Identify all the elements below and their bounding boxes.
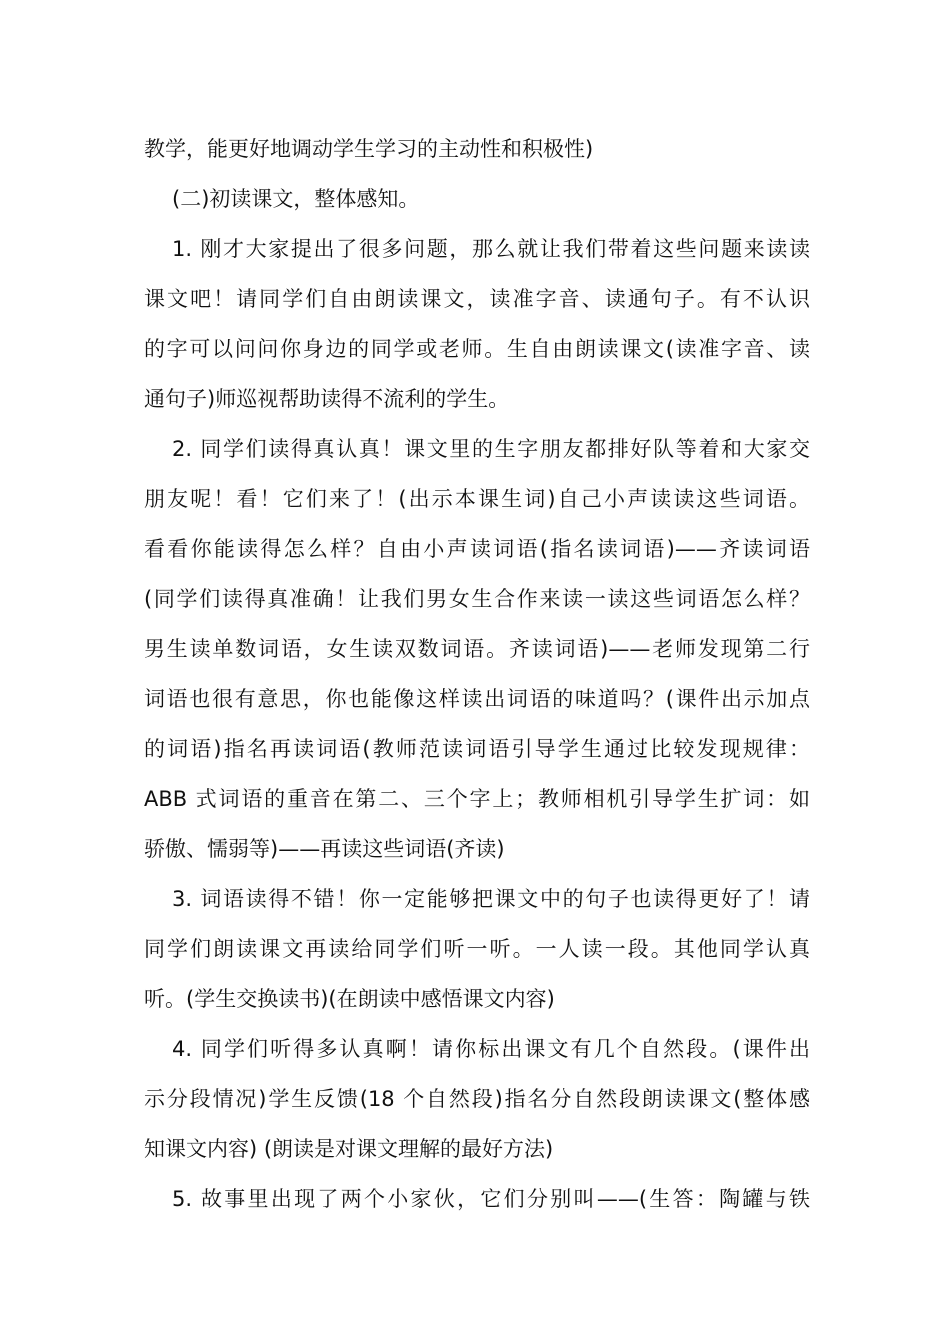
text-line-16: 3. 词语读得不错！你一定能够把课文中的句子也读得更好了！请 bbox=[172, 887, 810, 911]
text-line-21: 知课文内容) (朗读是对课文理解的最好方法) bbox=[144, 1137, 554, 1161]
text-line-7: 2. 同学们读得真认真！课文里的生字朋友都排好队等着和大家交 bbox=[172, 437, 810, 461]
text-line-8: 朋友呢！看！它们来了！(出示本课生词)自己小声读读这些词语。 bbox=[144, 487, 810, 511]
text-line-9: 看看你能读得怎么样？自由小声读词语(指名读词语)——齐读词语 bbox=[144, 537, 810, 561]
text-line-11: 男生读单数词语，女生读双数词语。齐读词语)——老师发现第二行 bbox=[144, 637, 810, 661]
section-heading: (二)初读课文，整体感知。 bbox=[172, 187, 420, 211]
text-line-12: 词语也很有意思，你也能像这样读出词语的味道吗？(课件出示加点 bbox=[144, 687, 810, 711]
text-line-10: (同学们读得真准确！让我们男女生合作来读一读这些词语怎么样？ bbox=[144, 587, 810, 611]
text-line-1: 教学，能更好地调动学生学习的主动性和积极性) bbox=[144, 137, 594, 161]
text-line-4: 课文吧！请同学们自由朗读课文，读准字音、读通句子。有不认识 bbox=[144, 287, 810, 311]
text-line-6: 通句子)师巡视帮助读得不流利的学生。 bbox=[144, 387, 510, 411]
text-line-20: 示分段情况)学生反馈(18 个自然段)指名分自然段朗读课文(整体感 bbox=[144, 1087, 810, 1111]
text-line-15: 骄傲、懦弱等)——再读这些词语(齐读) bbox=[144, 837, 505, 861]
document-body bbox=[144, 124, 810, 1224]
text-line-14: ABB 式词语的重音在第二、三个字上；教师相机引导学生扩词：如 bbox=[144, 787, 810, 811]
text-line-22: 5. 故事里出现了两个小家伙，它们分别叫——(生答：陶罐与铁 bbox=[172, 1187, 810, 1211]
text-line-13: 的词语)指名再读词语(教师范读词语引导学生通过比较发现规律： bbox=[144, 737, 810, 761]
text-line-18: 听。(学生交换读书)(在朗读中感悟课文内容) bbox=[144, 987, 555, 1011]
text-line-5: 的字可以问问你身边的同学或老师。生自由朗读课文(读准字音、读 bbox=[144, 337, 810, 361]
text-line-19: 4. 同学们听得多认真啊！请你标出课文有几个自然段。(课件出 bbox=[172, 1037, 810, 1061]
text-line-3: 1. 刚才大家提出了很多问题，那么就让我们带着这些问题来读读 bbox=[172, 237, 810, 261]
text-line-17: 同学们朗读课文再读给同学们听一听。一人读一段。其他同学认真 bbox=[144, 937, 810, 961]
